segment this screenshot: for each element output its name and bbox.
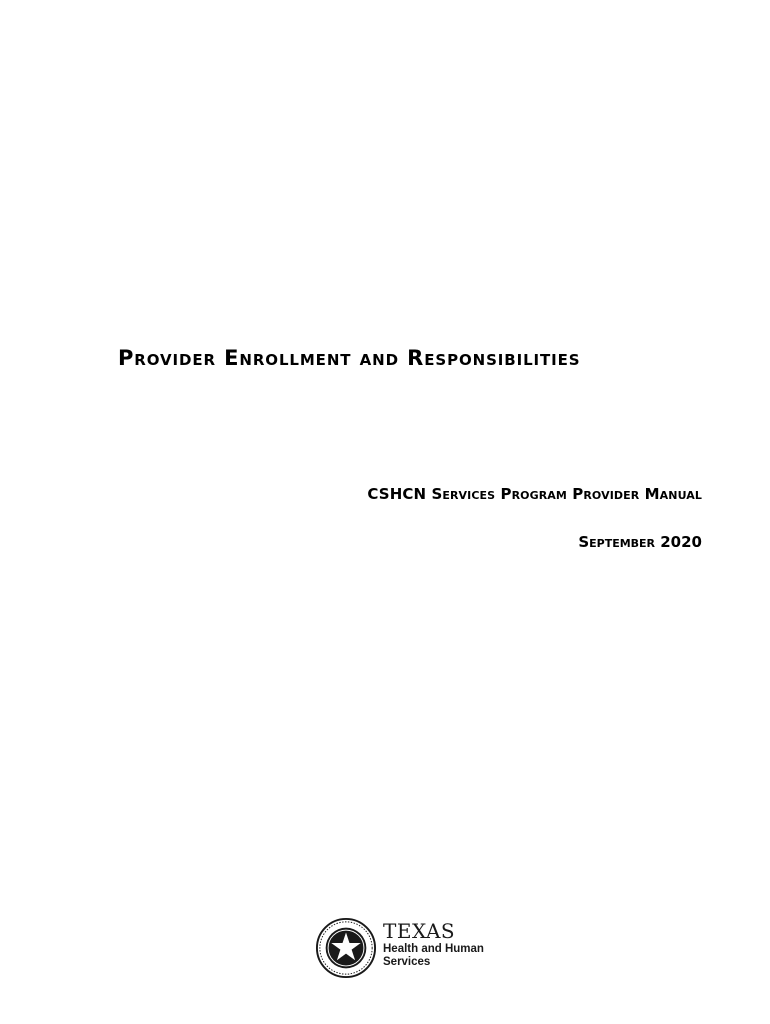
agency-logo [315,915,495,979]
document-title: Provider Enrollment and Responsibilities [118,346,581,370]
logo-state-name: TEXAS [383,919,456,943]
logo-agency-name: Health and Human Services [383,943,484,968]
texas-state-seal-icon [315,917,377,979]
document-subtitle: CSHCN Services Program Provider Manual [367,485,702,503]
document-date: September 2020 [578,533,702,551]
